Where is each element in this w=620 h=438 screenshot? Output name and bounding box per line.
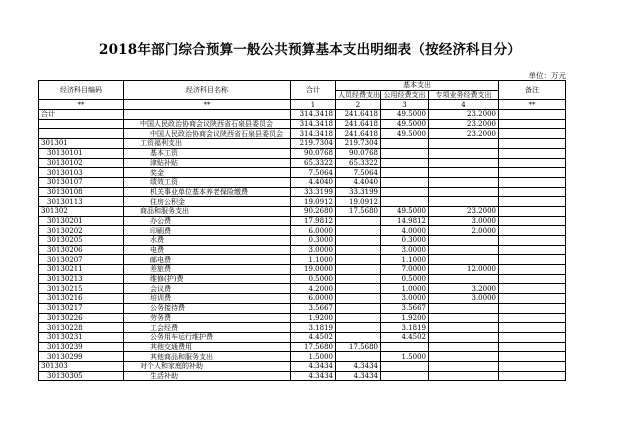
row-personnel: 7.5064 xyxy=(336,168,381,178)
row-special xyxy=(429,303,499,313)
header-code: 经济科目编码 xyxy=(39,81,124,100)
row-code: 30130213 xyxy=(39,274,124,284)
row-name: 办公费 xyxy=(124,216,291,226)
row-total: 33.3199 xyxy=(291,187,336,197)
row-name: 差旅费 xyxy=(124,265,291,275)
row-total: 314.3418 xyxy=(291,110,336,120)
row-public: 1.5000 xyxy=(381,352,429,362)
row-name: 住房公积金 xyxy=(124,197,291,207)
row-code: 30130113 xyxy=(39,197,124,207)
row-total: 0.5000 xyxy=(291,274,336,284)
row-public: 1.9200 xyxy=(381,313,429,323)
row-note xyxy=(499,284,566,294)
row-personnel xyxy=(336,303,381,313)
row-note xyxy=(499,323,566,333)
row-public: 4.4502 xyxy=(381,332,429,342)
row-personnel xyxy=(336,236,381,246)
row-total: 4.3434 xyxy=(291,371,336,381)
row-personnel: 33.3199 xyxy=(336,187,381,197)
table-row xyxy=(39,313,566,323)
row-total: 4.4502 xyxy=(291,332,336,342)
row-note xyxy=(499,303,566,313)
row-code: 30130305 xyxy=(39,371,124,381)
row-personnel: 17.5680 xyxy=(336,206,381,216)
row-note xyxy=(499,294,566,304)
row-personnel: 219.7304 xyxy=(336,139,381,149)
row-code: 30130217 xyxy=(39,303,124,313)
row-special xyxy=(429,255,499,265)
table-row xyxy=(39,236,566,246)
row-name: 商品和服务支出 xyxy=(124,206,291,216)
row-total: 4.4040 xyxy=(291,177,336,187)
row-public: 49.5000 xyxy=(381,206,429,216)
row-note xyxy=(499,313,566,323)
row-personnel xyxy=(336,265,381,275)
row-name: 劳务费 xyxy=(124,313,291,323)
row-name: 邮电费 xyxy=(124,255,291,265)
row-note xyxy=(499,129,566,139)
row-special xyxy=(429,245,499,255)
row-total: 4.3434 xyxy=(291,361,336,371)
index-cell: 1 xyxy=(291,100,336,110)
row-code: 30130205 xyxy=(39,236,124,246)
row-public xyxy=(381,177,429,187)
row-name: 津贴补贴 xyxy=(124,158,291,168)
row-special xyxy=(429,332,499,342)
row-note xyxy=(499,245,566,255)
row-name: 水费 xyxy=(124,236,291,246)
row-total: 17.5680 xyxy=(291,342,336,352)
row-note xyxy=(499,139,566,149)
header-note: 备注 xyxy=(499,81,566,100)
row-code: 30130108 xyxy=(39,187,124,197)
row-special: 23.2000 xyxy=(429,206,499,216)
row-code: 30130206 xyxy=(39,245,124,255)
row-public: 49.5000 xyxy=(381,129,429,139)
row-public xyxy=(381,197,429,207)
row-special xyxy=(429,342,499,352)
row-personnel xyxy=(336,284,381,294)
row-name: 其他交通费用 xyxy=(124,342,291,352)
row-code: 30130211 xyxy=(39,265,124,275)
row-code: 30130228 xyxy=(39,323,124,333)
row-total: 90.2680 xyxy=(291,206,336,216)
row-note xyxy=(499,274,566,284)
row-personnel: 241.6418 xyxy=(336,110,381,120)
row-total: 19.0000 xyxy=(291,265,336,275)
row-name: 其他商品和服务支出 xyxy=(124,352,291,362)
row-name: 维修(护)费 xyxy=(124,274,291,284)
row-special xyxy=(429,197,499,207)
row-code: 30130239 xyxy=(39,342,124,352)
row-personnel xyxy=(336,245,381,255)
row-total: 219.7304 xyxy=(291,139,336,149)
table-row xyxy=(39,168,566,178)
row-personnel xyxy=(336,226,381,236)
row-total: 19.0912 xyxy=(291,197,336,207)
row-personnel xyxy=(336,216,381,226)
row-name: 公务用车运行维护费 xyxy=(124,332,291,342)
row-special: 23.2000 xyxy=(429,119,499,129)
row-personnel: 241.6418 xyxy=(336,129,381,139)
row-special xyxy=(429,236,499,246)
budget-table xyxy=(38,80,566,381)
row-total: 1.5000 xyxy=(291,352,336,362)
table-row xyxy=(39,332,566,342)
row-note xyxy=(499,119,566,129)
row-personnel: 4.3434 xyxy=(336,361,381,371)
header-basic-group: 基本支出 xyxy=(336,81,499,91)
row-special xyxy=(429,352,499,362)
row-name: 奖金 xyxy=(124,168,291,178)
row-code: 30130207 xyxy=(39,255,124,265)
row-code: 30130215 xyxy=(39,284,124,294)
table-row xyxy=(39,361,566,371)
row-public xyxy=(381,158,429,168)
row-public: 4.0000 xyxy=(381,226,429,236)
row-personnel: 4.4040 xyxy=(336,177,381,187)
row-code: 30130202 xyxy=(39,226,124,236)
row-public xyxy=(381,187,429,197)
row-public: 49.5000 xyxy=(381,119,429,129)
row-note xyxy=(499,255,566,265)
row-note xyxy=(499,361,566,371)
row-code xyxy=(39,119,124,129)
table-row xyxy=(39,342,566,352)
row-code: 30130226 xyxy=(39,313,124,323)
index-cell: 4 xyxy=(429,100,499,110)
row-special xyxy=(429,313,499,323)
row-special: 23.2000 xyxy=(429,129,499,139)
row-code: 30130216 xyxy=(39,294,124,304)
row-public xyxy=(381,342,429,352)
row-total: 65.3322 xyxy=(291,158,336,168)
row-total: 314.3418 xyxy=(291,129,336,139)
row-note xyxy=(499,332,566,342)
row-note xyxy=(499,265,566,275)
row-total: 1.1000 xyxy=(291,255,336,265)
row-personnel: 19.0912 xyxy=(336,197,381,207)
row-special xyxy=(429,361,499,371)
row-code: 30130231 xyxy=(39,332,124,342)
row-public: 0.3000 xyxy=(381,236,429,246)
row-special xyxy=(429,177,499,187)
row-total: 17.9812 xyxy=(291,216,336,226)
row-public: 7.0000 xyxy=(381,265,429,275)
row-code: 301303 xyxy=(39,361,124,371)
row-public: 3.5667 xyxy=(381,303,429,313)
row-note xyxy=(499,371,566,381)
table-row xyxy=(39,255,566,265)
row-name: 工会经费 xyxy=(124,323,291,333)
row-special: 3.0000 xyxy=(429,216,499,226)
table-row xyxy=(39,245,566,255)
row-total: 314.3418 xyxy=(291,119,336,129)
index-cell: ** xyxy=(124,100,291,110)
table-row xyxy=(39,274,566,284)
row-public: 0.5000 xyxy=(381,274,429,284)
table-row xyxy=(39,352,566,362)
table-row xyxy=(39,139,566,149)
table-row xyxy=(39,323,566,333)
header-personnel: 人员经费支出 xyxy=(336,90,381,100)
page-title: 2018年部门综合预算一般公共预算基本支出明细表（按经济科目分） xyxy=(99,42,521,58)
row-public: 3.0000 xyxy=(381,294,429,304)
row-public xyxy=(381,371,429,381)
row-public: 3.1819 xyxy=(381,323,429,333)
index-row xyxy=(39,100,566,110)
table-row xyxy=(39,294,566,304)
row-personnel: 17.5680 xyxy=(336,342,381,352)
row-name: 公务接待费 xyxy=(124,303,291,313)
row-name xyxy=(124,110,291,120)
row-special xyxy=(429,323,499,333)
row-name: 中国人民政治协商会议陕西省石泉县委员会 xyxy=(124,129,291,139)
row-special xyxy=(429,148,499,158)
row-code: 301302 xyxy=(39,206,124,216)
header-total: 合计 xyxy=(291,81,336,100)
table-row xyxy=(39,216,566,226)
row-special: 12.0000 xyxy=(429,265,499,275)
row-name: 基本工资 xyxy=(124,148,291,158)
table-row xyxy=(39,206,566,216)
row-total: 7.5064 xyxy=(291,168,336,178)
row-public: 14.9812 xyxy=(381,216,429,226)
table-row xyxy=(39,119,566,129)
row-public: 49.5000 xyxy=(381,110,429,120)
index-cell: 2 xyxy=(336,100,381,110)
row-special xyxy=(429,187,499,197)
row-public: 1.1000 xyxy=(381,255,429,265)
row-personnel xyxy=(336,352,381,362)
row-total: 0.3000 xyxy=(291,236,336,246)
row-code: 301301 xyxy=(39,139,124,149)
table-row xyxy=(39,371,566,381)
row-note xyxy=(499,216,566,226)
row-total: 3.1819 xyxy=(291,323,336,333)
row-total: 3.0000 xyxy=(291,245,336,255)
table-row xyxy=(39,284,566,294)
table-row xyxy=(39,129,566,139)
row-code: 30130299 xyxy=(39,352,124,362)
row-public xyxy=(381,168,429,178)
row-name: 印刷费 xyxy=(124,226,291,236)
index-cell: ** xyxy=(39,100,124,110)
row-name: 生活补助 xyxy=(124,371,291,381)
row-personnel xyxy=(336,323,381,333)
unit-label: 单位：万元 xyxy=(528,71,566,80)
row-note xyxy=(499,342,566,352)
row-special: 3.2000 xyxy=(429,284,499,294)
table-body xyxy=(39,100,566,381)
row-special: 2.0000 xyxy=(429,226,499,236)
row-code: 30130103 xyxy=(39,168,124,178)
row-total: 90.0768 xyxy=(291,148,336,158)
row-name: 中国人民政治协商会议陕西省石泉县委员会 xyxy=(124,119,291,129)
table-row xyxy=(39,265,566,275)
row-special xyxy=(429,158,499,168)
row-personnel: 4.3434 xyxy=(336,371,381,381)
row-name: 对个人和家庭的补助 xyxy=(124,361,291,371)
row-personnel xyxy=(336,313,381,323)
row-personnel: 241.6418 xyxy=(336,119,381,129)
row-name: 会议费 xyxy=(124,284,291,294)
row-public: 1.0000 xyxy=(381,284,429,294)
row-name: 绩效工资 xyxy=(124,177,291,187)
row-note xyxy=(499,352,566,362)
row-note xyxy=(499,168,566,178)
row-personnel xyxy=(336,332,381,342)
row-personnel xyxy=(336,274,381,284)
row-name: 机关事业单位基本养老保险缴费 xyxy=(124,187,291,197)
row-special xyxy=(429,168,499,178)
row-public xyxy=(381,139,429,149)
index-cell: 3 xyxy=(381,100,429,110)
row-total: 6.0000 xyxy=(291,294,336,304)
row-public xyxy=(381,361,429,371)
row-total: 1.9200 xyxy=(291,313,336,323)
row-name: 培训费 xyxy=(124,294,291,304)
table-row xyxy=(39,110,566,120)
row-special xyxy=(429,139,499,149)
row-note xyxy=(499,187,566,197)
row-note xyxy=(499,177,566,187)
row-code: 合计 xyxy=(39,110,124,120)
row-code: 30130102 xyxy=(39,158,124,168)
table-row xyxy=(39,158,566,168)
row-public: 3.0000 xyxy=(381,245,429,255)
row-total: 4.2000 xyxy=(291,284,336,294)
index-cell: ** xyxy=(499,100,566,110)
header-name: 经济科目名称 xyxy=(124,81,291,100)
row-note xyxy=(499,206,566,216)
header-public: 公用经费支出 xyxy=(381,90,429,100)
row-personnel xyxy=(336,255,381,265)
row-note xyxy=(499,226,566,236)
row-code: 30130101 xyxy=(39,148,124,158)
table-row xyxy=(39,197,566,207)
row-name: 电费 xyxy=(124,245,291,255)
table-row xyxy=(39,177,566,187)
row-personnel xyxy=(336,294,381,304)
row-special xyxy=(429,371,499,381)
row-personnel: 90.0768 xyxy=(336,148,381,158)
row-total: 6.0000 xyxy=(291,226,336,236)
row-public xyxy=(381,148,429,158)
header-special: 专项业务经费支出 xyxy=(429,90,499,100)
row-note xyxy=(499,148,566,158)
table-row xyxy=(39,187,566,197)
row-name: 工资福利支出 xyxy=(124,139,291,149)
row-special xyxy=(429,274,499,284)
header-row-top xyxy=(39,81,566,91)
row-note xyxy=(499,236,566,246)
table-row xyxy=(39,148,566,158)
row-special: 23.2000 xyxy=(429,110,499,120)
row-note xyxy=(499,197,566,207)
row-code: 30130107 xyxy=(39,177,124,187)
table-row xyxy=(39,226,566,236)
row-total: 3.5667 xyxy=(291,303,336,313)
row-code xyxy=(39,129,124,139)
row-special: 3.0000 xyxy=(429,294,499,304)
row-code: 30130201 xyxy=(39,216,124,226)
row-note xyxy=(499,110,566,120)
row-personnel: 65.3322 xyxy=(336,158,381,168)
row-note xyxy=(499,158,566,168)
table-row xyxy=(39,303,566,313)
